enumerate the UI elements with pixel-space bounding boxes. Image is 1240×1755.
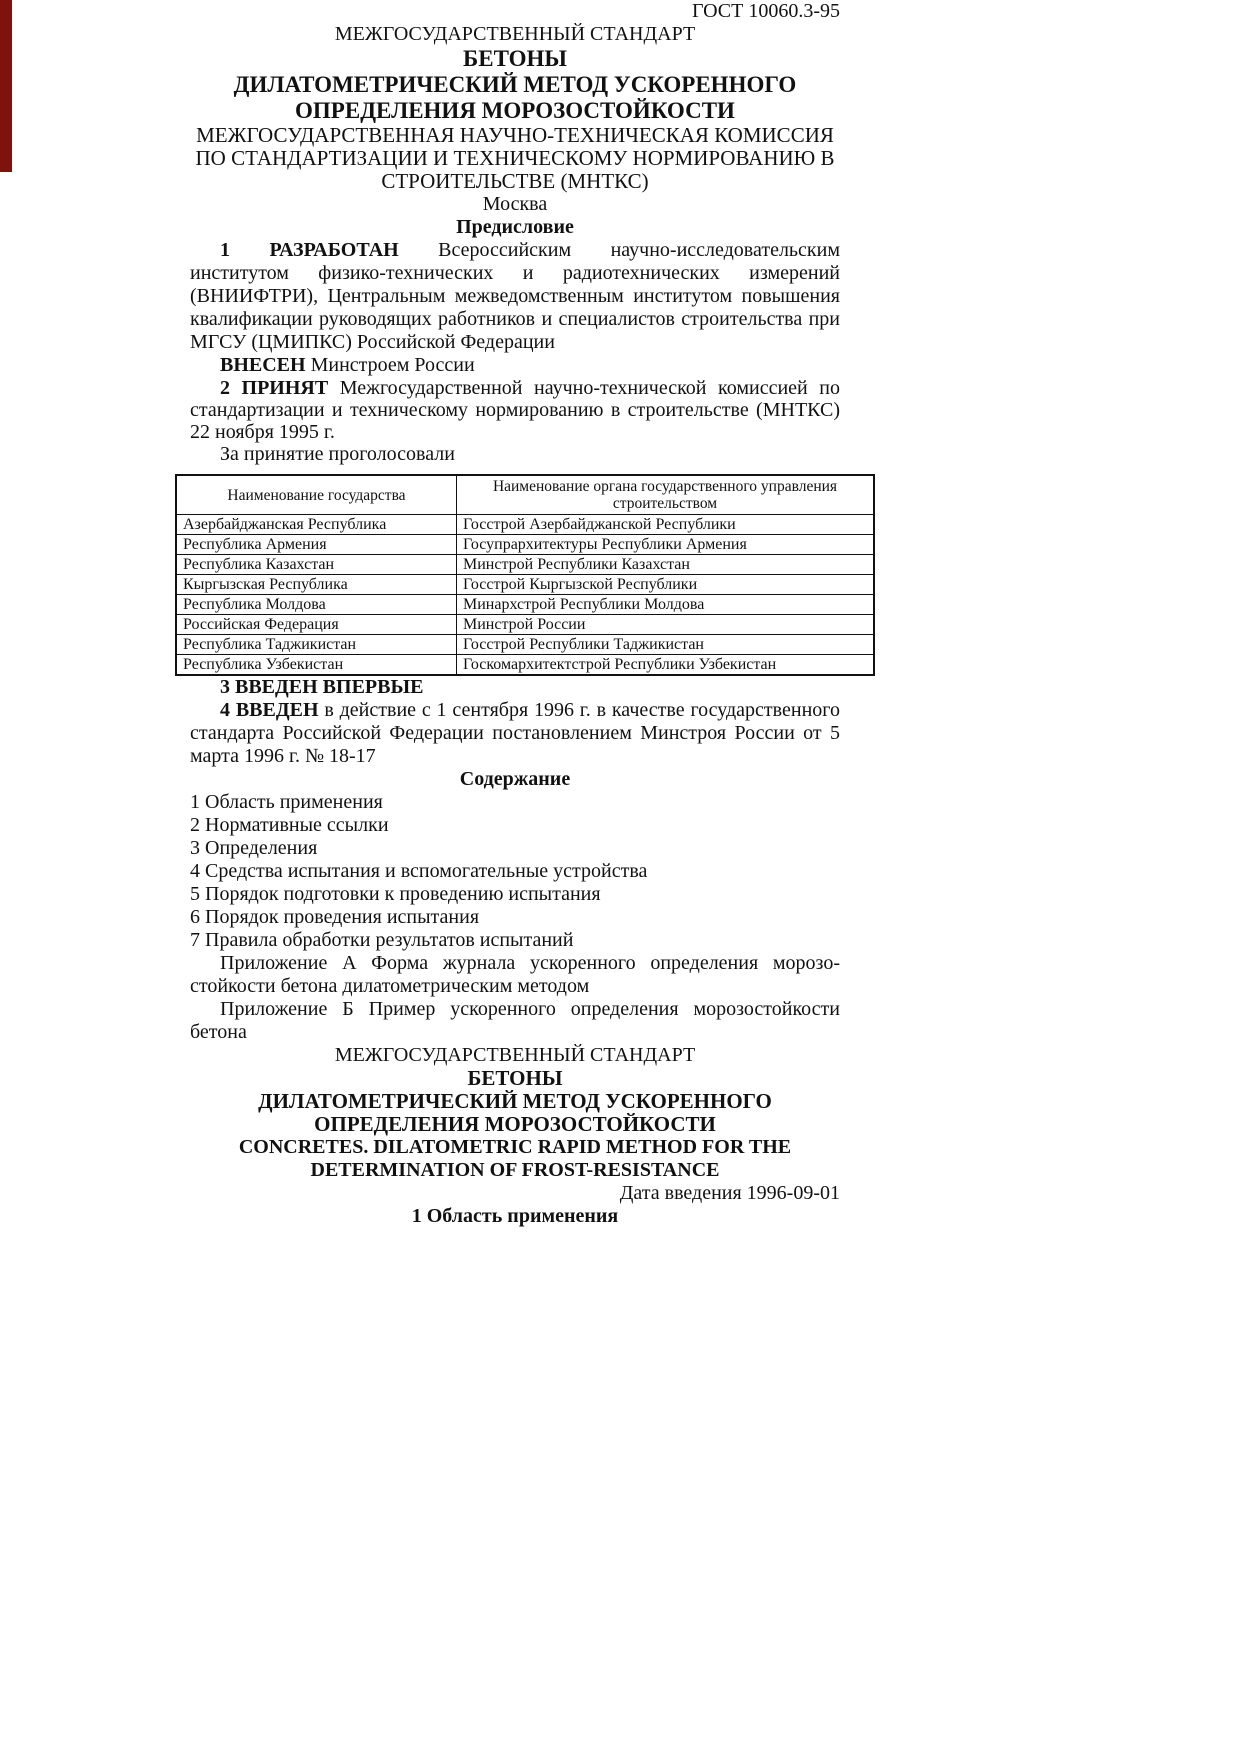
voting-table [175,474,875,676]
state-cell: Кыргызская Республика [176,575,457,595]
authority-cell: Госстрой Кыргызской Республики [457,575,875,595]
city-label: Москва [482,193,548,215]
document-title-repeat [190,1067,840,1136]
authority-column-header: Наименование органа государственного управления строительством [457,475,875,515]
table-row [176,575,874,595]
preface-paragraph-enacted [190,699,840,768]
toc-item: 1 Область применения [190,791,383,813]
document-title-line: ОПРЕДЕЛЕНИЯ МОРОЗОСТОЙКОСТИ [295,98,735,123]
table-row [176,595,874,615]
document-title-english [190,1136,840,1182]
document-title-repeat-line: ДИЛАТОМЕТРИЧЕСКИЙ МЕТОД УСКОРЕННОГО [258,1089,772,1113]
preface-paragraph-submitted [190,354,840,377]
table-row [176,655,874,676]
state-cell: Республика Армения [176,535,457,555]
document-title-line: БЕТОНЫ [463,46,567,71]
authority-cell: Госупрархитектуры Республики Армения [457,535,875,555]
preface-paragraph-adopted [190,377,840,443]
voting-table-body [176,515,874,676]
authority-cell: Госкомархитектстрой Республики Узбекистан [457,655,875,676]
table-row [176,615,874,635]
toc-item: 2 Нормативные ссылки [190,814,389,836]
document-title-repeat-line: ОПРЕДЕЛЕНИЯ МОРОЗОСТОЙКОСТИ [314,1112,716,1136]
preface-paragraph-enacted-lead: 4 ВВЕДЕН [220,699,319,721]
toc-item: 7 Правила обработки результатов испытаний [190,929,574,951]
standard-type-label: МЕЖГОСУДАРСТВЕННЫЙ СТАНДАРТ [334,23,696,45]
commission-name-line: ПО СТАНДАРТИЗАЦИИ И ТЕХНИЧЕСКОМУ НОРМИРОВАНИЮ В [195,146,835,170]
standard-type-label-2: МЕЖГОСУДАРСТВЕННЫЙ СТАНДАРТ [334,1044,696,1066]
document-title-english-line: DETERMINATION OF FROST-RESISTANCE [310,1159,720,1181]
preface-paragraph-submitted-lead: ВНЕСЕН [220,354,306,376]
preface-paragraph-submitted-text: Минстроем России [305,354,475,376]
authority-cell: Минстрой России [457,615,875,635]
document-title-line: ДИЛАТОМЕТРИЧЕСКИЙ МЕТОД УСКОРЕННОГО [233,72,797,97]
preface-paragraph-adopted-lead: 2 ПРИНЯТ [220,377,329,399]
preface-heading: Предисловие [456,216,574,238]
commission-name-line: СТРОИТЕЛЬСТВЕ (МНТКС) [381,169,649,193]
state-cell: Российская Федерация [176,615,457,635]
commission-name [190,124,840,193]
preface-paragraph-developed [190,239,840,354]
preface-paragraph-first-introduced: 3 ВВЕДЕН ВПЕРВЫЕ [220,676,424,698]
commission-name-line: МЕЖГОСУДАРСТВЕННАЯ НАУЧНО-ТЕХНИЧЕСКАЯ КОМИССИЯ [196,123,834,147]
toc-item: 6 Порядок проведения испытания [190,906,480,928]
table-row [176,555,874,575]
authority-cell: Госстрой Республики Таджикистан [457,635,875,655]
state-cell: Республика Молдова [176,595,457,615]
table-header-row [176,475,874,515]
toc-appendix-a: Приложение А Форма журнала ускоренного определения морозостойкости бетона дилатометрическим методом [190,952,840,997]
preface-paragraph-enacted-text: в действие с 1 сентября 1996 г. в качестве государственного стандарта Российской Федерации постановлением Минстроя России от 5 марта 1996 г. № 18-17 [190,699,840,767]
table-row [176,635,874,655]
contents-heading: Содержание [459,768,571,790]
preface-paragraph-adopted-text: Межгосударственной научно-технической комиссией по стандартизации и техническому нормированию в строительстве (МНТКС) 22 ноября 1995 г. [190,377,841,443]
document-title-english-line: CONCRETES. DILATOMETRIC RAPID METHOD FOR THE [238,1136,792,1158]
voting-table-header [176,475,874,515]
authority-cell: Минстрой Республики Казахстан [457,555,875,575]
table-row [176,515,874,535]
authority-cell: Госстрой Азербайджанской Республики [457,515,875,535]
toc-item: 3 Определения [190,837,318,859]
left-edge-red-bar [0,0,12,172]
state-cell: Республика Таджикистан [176,635,457,655]
section-1-heading: 1 Область применения [411,1205,619,1227]
document-title [190,46,840,124]
authority-cell: Минархстрой Республики Молдова [457,595,875,615]
table-of-contents [190,791,840,952]
toc-item: 5 Порядок подготовки к проведению испытания [190,883,601,905]
document-title-repeat-line: БЕТОНЫ [467,1066,563,1090]
state-cell: Республика Узбекистан [176,655,457,676]
state-column-header: Наименование государства [176,475,457,515]
table-row [176,535,874,555]
toc-item: 4 Средства испытания и вспомогательные устройства [190,860,648,882]
toc-appendix-b: Приложение Б Пример ускоренного определения морозостойкости бетона [190,998,840,1043]
state-cell: Республика Казахстан [176,555,457,575]
text-column [183,0,841,1228]
state-cell: Азербайджанская Республика [176,515,457,535]
vote-intro-line: За принятие проголосовали [220,443,455,465]
introduction-date: Дата введения 1996-09-01 [619,1182,840,1204]
preface-paragraph-developed-text: Всероссийским научно-исследовательским институтом физико-технических и радиотехнических измерений (ВНИИФТРИ), Центральным межведомственным институтом повышения квалификации руководящих работников и специалистов строительства при МГСУ (ЦМИПКС) Российской Федерации [190,239,841,353]
doc-number: ГОСТ 10060.3-95 [692,0,840,22]
preface-paragraph-developed-lead: 1 РАЗРАБОТАН [220,239,399,261]
